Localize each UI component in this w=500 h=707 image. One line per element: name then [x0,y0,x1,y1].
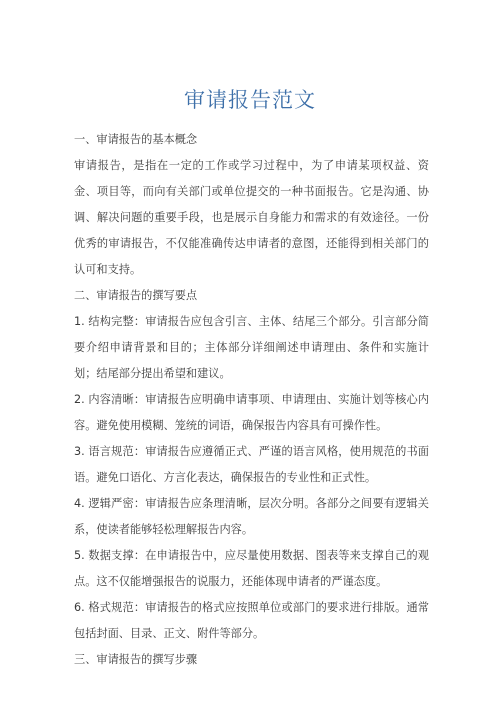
body-paragraph: 2. 内容清晰：审请报告应明确申请事项、申请理由、实施计划等核心内容。避免使用模糊、笼统的词语，确保报告内容具有可操作性。 [74,393,429,432]
document-title: 审请报告范文 [184,88,316,112]
body-paragraph: 3. 语言规范：审请报告应遵循正式、严谨的语言风格，使用规范的书面语。避免口语化、方言化表达，确保报告的专业性和正式性。 [74,445,429,484]
section-heading: 二、审请报告的撰写要点 [74,289,198,302]
body-paragraph: 5. 数据支撑：在申请报告中，应尽量使用数据、图表等来支撑自己的观点。这不仅能增强报告的说服力，还能体现申请者的严谨态度。 [74,549,429,588]
section-heading: 三、审请报告的撰写步骤 [74,653,198,666]
body-paragraph: 审请报告，是指在一定的工作或学习过程中，为了申请某项权益、资金、项目等，而向有关部门或单位提交的一种书面报告。它是沟通、协调、解决问题的重要手段，也是展示自身能力和需求的有效途径。一份优秀的审请报告，不仅能准确传达申请者的意图，还能得到相关部门的认可和支持。 [74,159,429,276]
body-paragraph: 1. 结构完整：审请报告应包含引言、主体、结尾三个部分。引言部分简要介绍申请背景和目的；主体部分详细阐述申请理由、条件和实施计划；结尾部分提出希望和建议。 [74,315,429,380]
document-body [74,127,429,673]
section-heading: 一、审请报告的基本概念 [74,133,198,146]
body-paragraph: 6. 格式规范：审请报告的格式应按照单位或部门的要求进行排版。通常包括封面、目录、正文、附件等部分。 [74,601,429,640]
body-paragraph: 4. 逻辑严密：审请报告应条理清晰，层次分明。各部分之间要有逻辑关系，使读者能够轻松理解报告内容。 [74,497,429,536]
